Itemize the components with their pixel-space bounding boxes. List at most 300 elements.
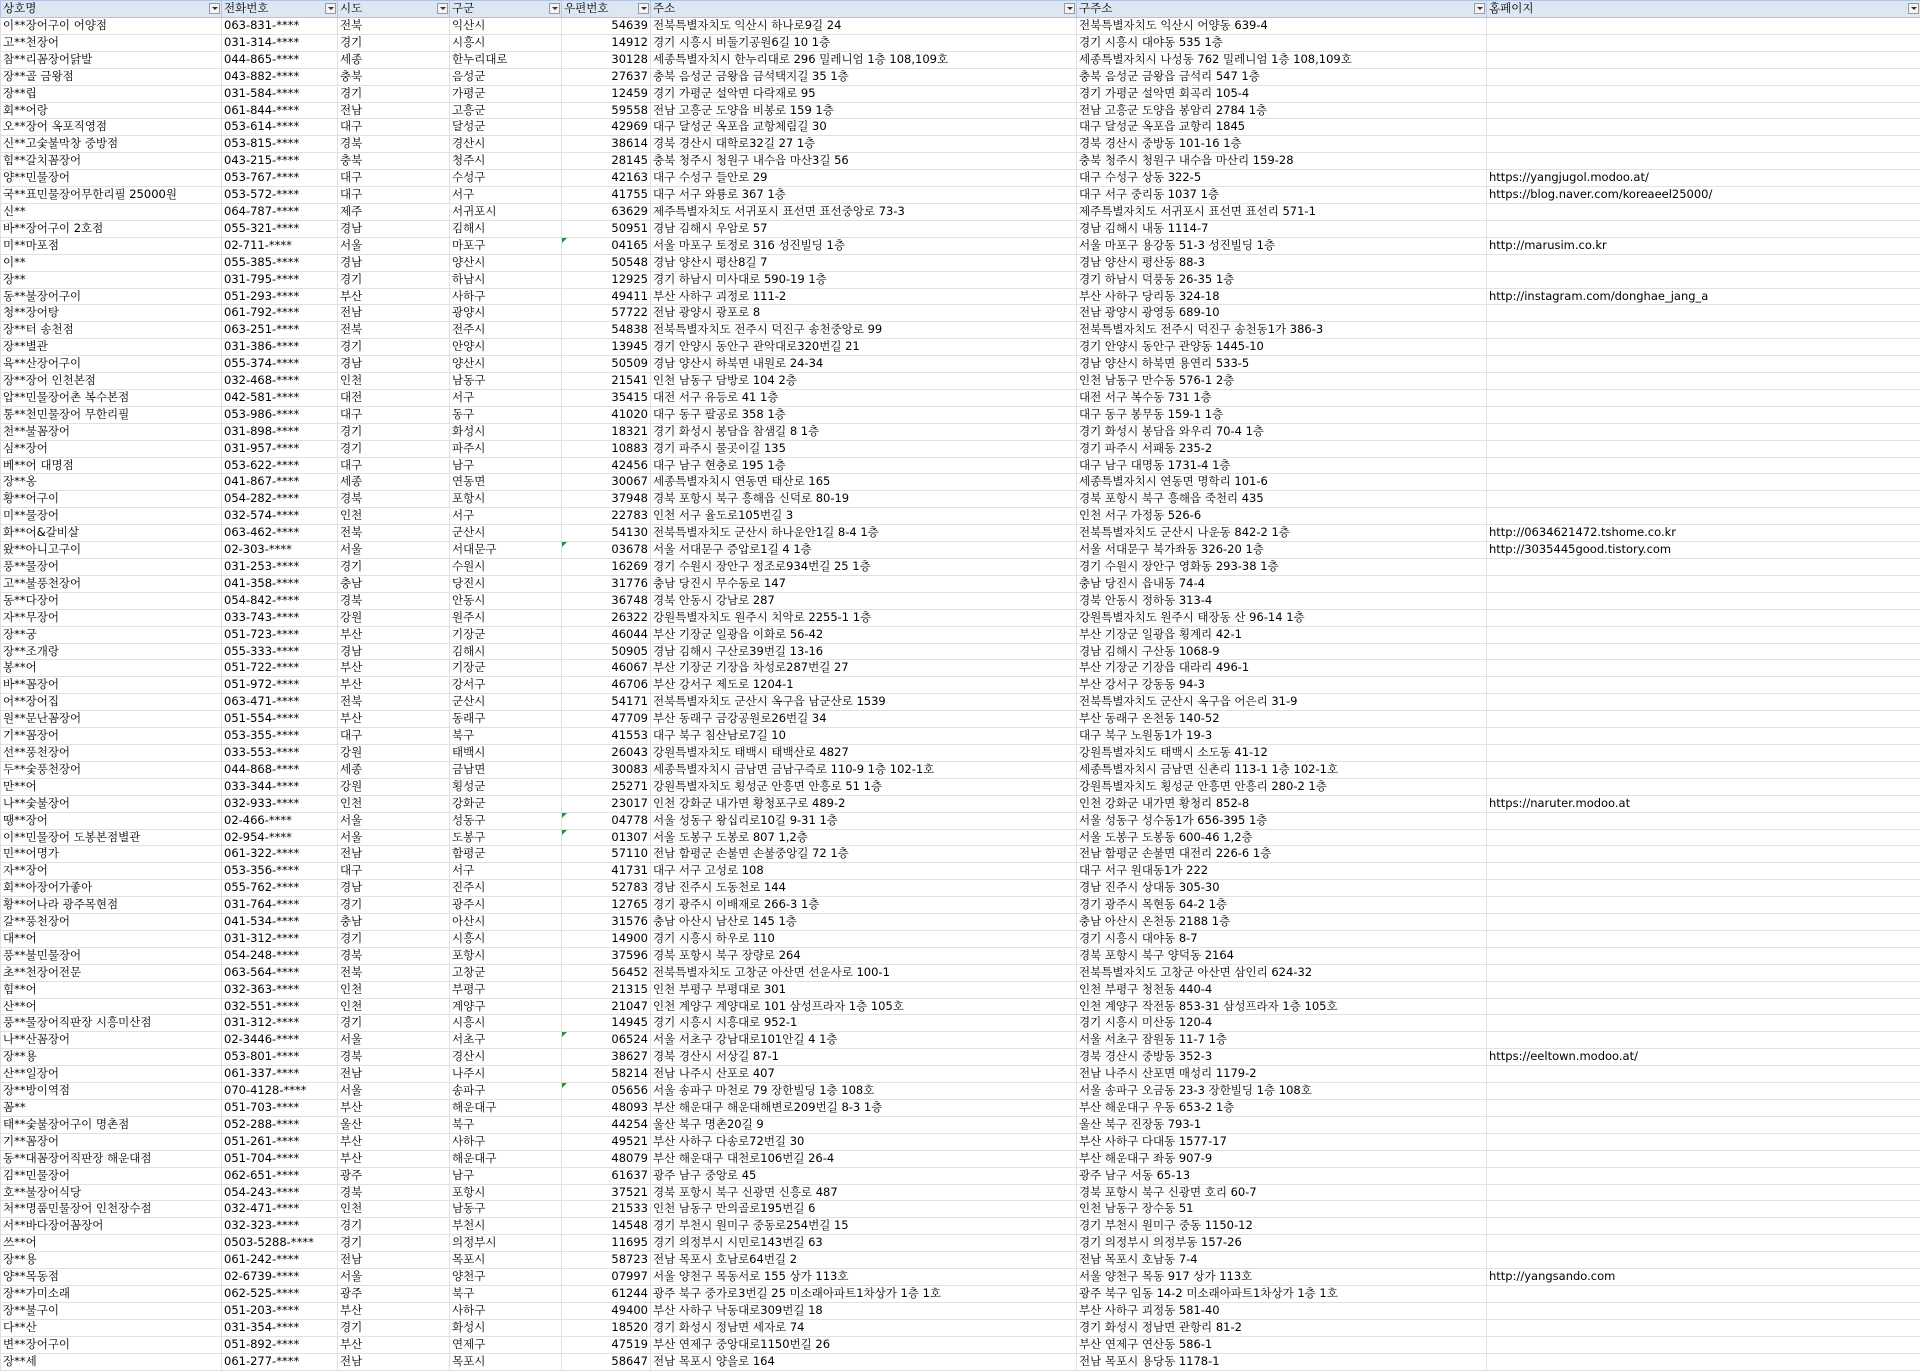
cell-zipcode[interactable]: 49400 <box>562 1302 651 1319</box>
cell-phone[interactable]: 02-954-**** <box>222 829 338 846</box>
cell-zipcode[interactable]: 03678 <box>562 542 651 559</box>
cell-business-name[interactable]: 양**민물장어 <box>1 170 222 187</box>
cell-business-name[interactable]: 선**풍천장어 <box>1 744 222 761</box>
cell-zipcode[interactable]: 37948 <box>562 491 651 508</box>
cell-zipcode[interactable]: 37521 <box>562 1184 651 1201</box>
cell-zipcode[interactable]: 57110 <box>562 846 651 863</box>
cell-address[interactable]: 경기 하남시 미사대로 590-19 1층 <box>651 271 1077 288</box>
filter-dropdown-icon[interactable] <box>549 3 560 14</box>
cell-homepage[interactable] <box>1487 491 1920 508</box>
cell-province[interactable]: 대구 <box>338 406 450 423</box>
cell-old-address[interactable]: 대전 서구 복수동 731 1층 <box>1077 389 1487 406</box>
cell-homepage[interactable] <box>1487 897 1920 914</box>
cell-address[interactable]: 서울 양천구 목동서로 155 상가 113호 <box>651 1269 1077 1286</box>
cell-province[interactable]: 경기 <box>338 440 450 457</box>
cell-zipcode[interactable]: 21541 <box>562 373 651 390</box>
cell-province[interactable]: 전남 <box>338 1252 450 1269</box>
cell-homepage[interactable]: https://naruter.modoo.at <box>1487 795 1920 812</box>
cell-business-name[interactable]: 압**민물장어촌 복수본점 <box>1 389 222 406</box>
cell-business-name[interactable]: 황**어구이 <box>1 491 222 508</box>
cell-business-name[interactable]: 장**립 <box>1 85 222 102</box>
cell-address[interactable]: 경남 진주시 도동천로 144 <box>651 880 1077 897</box>
cell-phone[interactable]: 051-703-**** <box>222 1100 338 1117</box>
cell-province[interactable]: 경기 <box>338 1319 450 1336</box>
cell-address[interactable]: 전남 목포시 양을로 164 <box>651 1353 1077 1370</box>
cell-old-address[interactable]: 경남 김해시 구산동 1068-9 <box>1077 643 1487 660</box>
cell-zipcode[interactable]: 13945 <box>562 339 651 356</box>
cell-province[interactable]: 강원 <box>338 609 450 626</box>
cell-province[interactable]: 충북 <box>338 68 450 85</box>
cell-phone[interactable]: 032-551-**** <box>222 998 338 1015</box>
cell-address[interactable]: 경북 포항시 북구 장량로 264 <box>651 947 1077 964</box>
cell-district[interactable]: 가평군 <box>450 85 562 102</box>
cell-old-address[interactable]: 세종특별자치시 연동면 명학리 101-6 <box>1077 474 1487 491</box>
cell-business-name[interactable]: 어**장어집 <box>1 694 222 711</box>
cell-phone[interactable]: 051-293-**** <box>222 288 338 305</box>
cell-zipcode[interactable]: 12765 <box>562 897 651 914</box>
cell-phone[interactable]: 055-762-**** <box>222 880 338 897</box>
cell-district[interactable]: 양산시 <box>450 254 562 271</box>
cell-address[interactable]: 충북 음성군 금왕읍 금석택지길 35 1층 <box>651 68 1077 85</box>
cell-business-name[interactable]: 이**민물장어 도봉본점별관 <box>1 829 222 846</box>
cell-province[interactable]: 경북 <box>338 1049 450 1066</box>
cell-zipcode[interactable]: 49521 <box>562 1133 651 1150</box>
cell-zipcode[interactable]: 22783 <box>562 508 651 525</box>
cell-address[interactable]: 경북 경산시 대학로32길 27 1층 <box>651 136 1077 153</box>
cell-old-address[interactable]: 경기 안양시 동안구 관양동 1445-10 <box>1077 339 1487 356</box>
cell-homepage[interactable] <box>1487 1218 1920 1235</box>
cell-province[interactable]: 경북 <box>338 1184 450 1201</box>
cell-homepage[interactable]: https://yangjugol.modoo.at/ <box>1487 170 1920 187</box>
cell-address[interactable]: 부산 해운대구 해운대해변로209번길 8-3 1층 <box>651 1100 1077 1117</box>
cell-address[interactable]: 경기 광주시 이배재로 266-3 1층 <box>651 897 1077 914</box>
cell-business-name[interactable]: 통**천민물장어 무한리필 <box>1 406 222 423</box>
cell-old-address[interactable]: 전남 목포시 용당동 1178-1 <box>1077 1353 1487 1370</box>
cell-business-name[interactable]: 청**장어탕 <box>1 305 222 322</box>
cell-address[interactable]: 서울 도봉구 도봉로 807 1,2층 <box>651 829 1077 846</box>
cell-zipcode[interactable]: 50509 <box>562 356 651 373</box>
cell-old-address[interactable]: 경기 시흥시 대야동 8-7 <box>1077 930 1487 947</box>
cell-phone[interactable]: 033-743-**** <box>222 609 338 626</box>
cell-old-address[interactable]: 전남 나주시 산포면 매성리 1179-2 <box>1077 1066 1487 1083</box>
cell-district[interactable]: 목포시 <box>450 1353 562 1370</box>
cell-zipcode[interactable]: 49411 <box>562 288 651 305</box>
cell-business-name[interactable]: 장** <box>1 271 222 288</box>
cell-district[interactable]: 서구 <box>450 389 562 406</box>
cell-homepage[interactable] <box>1487 406 1920 423</box>
cell-province[interactable]: 부산 <box>338 626 450 643</box>
cell-business-name[interactable]: 장**궁 <box>1 626 222 643</box>
cell-address[interactable]: 부산 사하구 낙동대로309번길 18 <box>651 1302 1077 1319</box>
cell-business-name[interactable]: 이** <box>1 254 222 271</box>
cell-province[interactable]: 경기 <box>338 423 450 440</box>
cell-homepage[interactable] <box>1487 1015 1920 1032</box>
cell-district[interactable]: 해운대구 <box>450 1100 562 1117</box>
cell-phone[interactable]: 031-957-**** <box>222 440 338 457</box>
cell-address[interactable]: 인천 남동구 담방로 104 2층 <box>651 373 1077 390</box>
cell-district[interactable]: 사하구 <box>450 1302 562 1319</box>
cell-district[interactable]: 송파구 <box>450 1083 562 1100</box>
cell-province[interactable]: 경북 <box>338 136 450 153</box>
cell-province[interactable]: 서울 <box>338 1269 450 1286</box>
cell-address[interactable]: 경기 안양시 동안구 관악대로320번길 21 <box>651 339 1077 356</box>
cell-address[interactable]: 인천 부평구 부평대로 301 <box>651 981 1077 998</box>
cell-business-name[interactable]: 동**불장어구이 <box>1 288 222 305</box>
cell-district[interactable]: 부평구 <box>450 981 562 998</box>
cell-old-address[interactable]: 경북 포항시 북구 양덕동 2164 <box>1077 947 1487 964</box>
cell-district[interactable]: 포항시 <box>450 1184 562 1201</box>
cell-phone[interactable]: 053-767-**** <box>222 170 338 187</box>
cell-homepage[interactable] <box>1487 778 1920 795</box>
cell-address[interactable]: 충북 청주시 청원구 내수읍 마산3길 56 <box>651 153 1077 170</box>
cell-district[interactable]: 강서구 <box>450 677 562 694</box>
cell-old-address[interactable]: 대구 달성군 옥포읍 교항리 1845 <box>1077 119 1487 136</box>
cell-business-name[interactable]: 두**숯풍천장어 <box>1 761 222 778</box>
cell-zipcode[interactable]: 56452 <box>562 964 651 981</box>
cell-province[interactable]: 서울 <box>338 829 450 846</box>
cell-homepage[interactable] <box>1487 119 1920 136</box>
cell-province[interactable]: 제주 <box>338 203 450 220</box>
cell-zipcode[interactable]: 31776 <box>562 575 651 592</box>
cell-zipcode[interactable]: 48079 <box>562 1150 651 1167</box>
cell-old-address[interactable]: 경북 포항시 북구 흥해읍 죽천리 435 <box>1077 491 1487 508</box>
cell-zipcode[interactable]: 16269 <box>562 559 651 576</box>
cell-phone[interactable]: 051-892-**** <box>222 1336 338 1353</box>
cell-address[interactable]: 세종특별자치시 연동면 태산로 165 <box>651 474 1077 491</box>
cell-business-name[interactable]: 미**마포점 <box>1 237 222 254</box>
cell-district[interactable]: 마포구 <box>450 237 562 254</box>
cell-homepage[interactable] <box>1487 1336 1920 1353</box>
cell-zipcode[interactable]: 01307 <box>562 829 651 846</box>
cell-homepage[interactable] <box>1487 153 1920 170</box>
cell-homepage[interactable] <box>1487 136 1920 153</box>
cell-district[interactable]: 사하구 <box>450 288 562 305</box>
cell-phone[interactable]: 044-868-**** <box>222 761 338 778</box>
filter-dropdown-icon[interactable] <box>638 3 649 14</box>
cell-province[interactable]: 부산 <box>338 677 450 694</box>
cell-homepage[interactable] <box>1487 1201 1920 1218</box>
cell-homepage[interactable]: https://eeltown.modoo.at/ <box>1487 1049 1920 1066</box>
cell-homepage[interactable] <box>1487 677 1920 694</box>
cell-province[interactable]: 서울 <box>338 1083 450 1100</box>
cell-old-address[interactable]: 광주 북구 임동 14-2 미소래아파트1차상가 1층 1호 <box>1077 1285 1487 1302</box>
cell-address[interactable]: 충남 아산시 남산로 145 1층 <box>651 914 1077 931</box>
cell-homepage[interactable] <box>1487 964 1920 981</box>
cell-zipcode[interactable]: 54639 <box>562 18 651 35</box>
cell-district[interactable]: 계양구 <box>450 998 562 1015</box>
cell-phone[interactable]: 063-831-**** <box>222 18 338 35</box>
cell-old-address[interactable]: 경기 광주시 목현동 64-2 1층 <box>1077 897 1487 914</box>
cell-old-address[interactable]: 대구 남구 대명동 1731-4 1층 <box>1077 457 1487 474</box>
cell-province[interactable]: 세종 <box>338 51 450 68</box>
cell-homepage[interactable]: http://marusim.co.kr <box>1487 237 1920 254</box>
cell-province[interactable]: 강원 <box>338 778 450 795</box>
cell-old-address[interactable]: 부산 강서구 강동동 94-3 <box>1077 677 1487 694</box>
cell-homepage[interactable] <box>1487 51 1920 68</box>
cell-business-name[interactable]: 기**꼼장어 <box>1 1133 222 1150</box>
cell-address[interactable]: 강원특별자치도 횡성군 안흥면 안흥로 51 1층 <box>651 778 1077 795</box>
cell-address[interactable]: 서울 송파구 마천로 79 장한빌딩 1층 108호 <box>651 1083 1077 1100</box>
cell-district[interactable]: 남구 <box>450 457 562 474</box>
cell-homepage[interactable] <box>1487 694 1920 711</box>
cell-province[interactable]: 경기 <box>338 271 450 288</box>
cell-zipcode[interactable]: 37596 <box>562 947 651 964</box>
cell-business-name[interactable]: 변**장어구이 <box>1 1336 222 1353</box>
cell-province[interactable]: 부산 <box>338 288 450 305</box>
cell-zipcode[interactable]: 50905 <box>562 643 651 660</box>
cell-homepage[interactable] <box>1487 508 1920 525</box>
cell-homepage[interactable] <box>1487 914 1920 931</box>
cell-phone[interactable]: 043-215-**** <box>222 153 338 170</box>
cell-province[interactable]: 서울 <box>338 542 450 559</box>
cell-phone[interactable]: 0503-5288-**** <box>222 1235 338 1252</box>
cell-zipcode[interactable]: 47709 <box>562 711 651 728</box>
cell-phone[interactable]: 032-468-**** <box>222 373 338 390</box>
cell-address[interactable]: 경기 가평군 설악면 다락재로 95 <box>651 85 1077 102</box>
cell-business-name[interactable]: 동**다장어 <box>1 592 222 609</box>
cell-phone[interactable]: 055-333-**** <box>222 643 338 660</box>
cell-district[interactable]: 서귀포시 <box>450 203 562 220</box>
cell-zipcode[interactable]: 36748 <box>562 592 651 609</box>
cell-address[interactable]: 대구 수성구 들안로 29 <box>651 170 1077 187</box>
cell-phone[interactable]: 054-248-**** <box>222 947 338 964</box>
cell-phone[interactable]: 062-525-**** <box>222 1285 338 1302</box>
cell-old-address[interactable]: 부산 해운대구 좌동 907-9 <box>1077 1150 1487 1167</box>
cell-business-name[interactable]: 장**골 금왕점 <box>1 68 222 85</box>
cell-zipcode[interactable]: 14945 <box>562 1015 651 1032</box>
cell-address[interactable]: 인천 서구 율도로105번길 3 <box>651 508 1077 525</box>
cell-old-address[interactable]: 인천 강화군 내가면 황청리 852-8 <box>1077 795 1487 812</box>
cell-business-name[interactable]: 동**대꼼장어직판장 해운대점 <box>1 1150 222 1167</box>
cell-old-address[interactable]: 서울 도봉구 도봉동 600-46 1,2층 <box>1077 829 1487 846</box>
cell-district[interactable]: 원주시 <box>450 609 562 626</box>
cell-zipcode[interactable]: 63629 <box>562 203 651 220</box>
cell-homepage[interactable] <box>1487 1032 1920 1049</box>
cell-business-name[interactable]: 초**천장어전문 <box>1 964 222 981</box>
cell-homepage[interactable] <box>1487 930 1920 947</box>
cell-phone[interactable]: 051-722-**** <box>222 660 338 677</box>
cell-address[interactable]: 대전 서구 유등로 41 1층 <box>651 389 1077 406</box>
cell-business-name[interactable]: 힘**갈치꼼장어 <box>1 153 222 170</box>
cell-district[interactable]: 연제구 <box>450 1336 562 1353</box>
cell-zipcode[interactable]: 54838 <box>562 322 651 339</box>
cell-province[interactable]: 인천 <box>338 1201 450 1218</box>
cell-old-address[interactable]: 강원특별자치도 횡성군 안흥면 안흥리 280-2 1층 <box>1077 778 1487 795</box>
cell-phone[interactable]: 031-314-**** <box>222 34 338 51</box>
cell-business-name[interactable]: 미**물장어 <box>1 508 222 525</box>
cell-zipcode[interactable]: 41553 <box>562 728 651 745</box>
cell-district[interactable]: 북구 <box>450 728 562 745</box>
cell-homepage[interactable] <box>1487 660 1920 677</box>
cell-homepage[interactable]: https://blog.naver.com/koreaeel25000/ <box>1487 187 1920 204</box>
cell-old-address[interactable]: 충남 당진시 읍내동 74-4 <box>1077 575 1487 592</box>
cell-province[interactable]: 충남 <box>338 575 450 592</box>
cell-address[interactable]: 광주 남구 중앙로 45 <box>651 1167 1077 1184</box>
cell-phone[interactable]: 051-554-**** <box>222 711 338 728</box>
cell-address[interactable]: 대구 동구 팔공로 358 1층 <box>651 406 1077 423</box>
cell-phone[interactable]: 02-303-**** <box>222 542 338 559</box>
cell-homepage[interactable] <box>1487 85 1920 102</box>
cell-province[interactable]: 서울 <box>338 1032 450 1049</box>
cell-phone[interactable]: 032-574-**** <box>222 508 338 525</box>
cell-province[interactable]: 전북 <box>338 18 450 35</box>
cell-homepage[interactable] <box>1487 761 1920 778</box>
cell-address[interactable]: 경기 수원시 장안구 정조로934번길 25 1층 <box>651 559 1077 576</box>
cell-address[interactable]: 경기 시흥시 비둘기공원6길 10 1층 <box>651 34 1077 51</box>
cell-phone[interactable]: 052-288-**** <box>222 1116 338 1133</box>
cell-district[interactable]: 연동면 <box>450 474 562 491</box>
cell-province[interactable]: 인천 <box>338 795 450 812</box>
cell-address[interactable]: 전남 고흥군 도양읍 비봉로 159 1층 <box>651 102 1077 119</box>
cell-district[interactable]: 고흥군 <box>450 102 562 119</box>
cell-address[interactable]: 대구 서구 고성로 108 <box>651 863 1077 880</box>
cell-old-address[interactable]: 부산 동래구 온천동 140-52 <box>1077 711 1487 728</box>
cell-address[interactable]: 경기 의정부시 시민로143번길 63 <box>651 1235 1077 1252</box>
cell-phone[interactable]: 061-792-**** <box>222 305 338 322</box>
cell-address[interactable]: 전북특별자치도 군산시 옥구읍 남군산로 1539 <box>651 694 1077 711</box>
filter-dropdown-icon[interactable] <box>325 3 336 14</box>
cell-phone[interactable]: 02-3446-**** <box>222 1032 338 1049</box>
cell-province[interactable]: 부산 <box>338 1133 450 1150</box>
cell-zipcode[interactable]: 21533 <box>562 1201 651 1218</box>
cell-phone[interactable]: 063-462-**** <box>222 525 338 542</box>
cell-district[interactable]: 고창군 <box>450 964 562 981</box>
cell-district[interactable]: 함평군 <box>450 846 562 863</box>
filter-dropdown-icon[interactable] <box>1064 3 1075 14</box>
cell-district[interactable]: 포항시 <box>450 947 562 964</box>
cell-address[interactable]: 경기 시흥시 시흥대로 952-1 <box>651 1015 1077 1032</box>
cell-phone[interactable]: 053-355-**** <box>222 728 338 745</box>
cell-zipcode[interactable]: 35415 <box>562 389 651 406</box>
cell-phone[interactable]: 031-312-**** <box>222 1015 338 1032</box>
cell-district[interactable]: 한누리대로 <box>450 51 562 68</box>
cell-province[interactable]: 경기 <box>338 1218 450 1235</box>
cell-homepage[interactable] <box>1487 305 1920 322</box>
cell-phone[interactable]: 053-356-**** <box>222 863 338 880</box>
cell-business-name[interactable]: 바**장어구이 2호점 <box>1 220 222 237</box>
cell-province[interactable]: 대구 <box>338 119 450 136</box>
cell-old-address[interactable]: 경기 가평군 설악면 회곡리 105-4 <box>1077 85 1487 102</box>
cell-phone[interactable]: 051-261-**** <box>222 1133 338 1150</box>
cell-zipcode[interactable]: 41731 <box>562 863 651 880</box>
cell-phone[interactable]: 054-282-**** <box>222 491 338 508</box>
cell-homepage[interactable] <box>1487 18 1920 35</box>
cell-homepage[interactable] <box>1487 440 1920 457</box>
cell-old-address[interactable]: 전북특별자치도 고창군 아산면 삼인리 624-32 <box>1077 964 1487 981</box>
filter-dropdown-icon[interactable] <box>1908 3 1919 14</box>
cell-zipcode[interactable]: 30067 <box>562 474 651 491</box>
cell-homepage[interactable] <box>1487 203 1920 220</box>
cell-business-name[interactable]: 신**고숯불막창 중방점 <box>1 136 222 153</box>
cell-province[interactable]: 경북 <box>338 491 450 508</box>
cell-old-address[interactable]: 대구 수성구 상동 322-5 <box>1077 170 1487 187</box>
cell-zipcode[interactable]: 14912 <box>562 34 651 51</box>
cell-business-name[interactable]: 갈**풍천장어 <box>1 914 222 931</box>
cell-homepage[interactable] <box>1487 1319 1920 1336</box>
cell-district[interactable]: 북구 <box>450 1116 562 1133</box>
cell-district[interactable]: 광주시 <box>450 897 562 914</box>
cell-phone[interactable]: 02-466-**** <box>222 812 338 829</box>
cell-business-name[interactable]: 김**민물장어 <box>1 1167 222 1184</box>
cell-zipcode[interactable]: 47519 <box>562 1336 651 1353</box>
cell-old-address[interactable]: 울산 북구 진장동 793-1 <box>1077 1116 1487 1133</box>
cell-old-address[interactable]: 광주 남구 서동 65-13 <box>1077 1167 1487 1184</box>
cell-district[interactable]: 군산시 <box>450 525 562 542</box>
cell-old-address[interactable]: 경기 부천시 원미구 중동 1150-12 <box>1077 1218 1487 1235</box>
cell-homepage[interactable] <box>1487 711 1920 728</box>
cell-zipcode[interactable]: 42163 <box>562 170 651 187</box>
cell-phone[interactable]: 043-882-**** <box>222 68 338 85</box>
cell-district[interactable]: 달성군 <box>450 119 562 136</box>
cell-homepage[interactable] <box>1487 1285 1920 1302</box>
cell-homepage[interactable] <box>1487 609 1920 626</box>
cell-zipcode[interactable]: 12459 <box>562 85 651 102</box>
cell-address[interactable]: 경남 양산시 평산8길 7 <box>651 254 1077 271</box>
cell-old-address[interactable]: 전북특별자치도 군산시 옥구읍 어은리 31-9 <box>1077 694 1487 711</box>
cell-homepage[interactable] <box>1487 829 1920 846</box>
cell-old-address[interactable]: 경기 의정부시 의정부동 157-26 <box>1077 1235 1487 1252</box>
filter-dropdown-icon[interactable] <box>1474 3 1485 14</box>
cell-province[interactable]: 전남 <box>338 102 450 119</box>
cell-homepage[interactable] <box>1487 1133 1920 1150</box>
cell-zipcode[interactable]: 42456 <box>562 457 651 474</box>
cell-district[interactable]: 당진시 <box>450 575 562 592</box>
cell-business-name[interactable]: 심**장어 <box>1 440 222 457</box>
cell-province[interactable]: 인천 <box>338 998 450 1015</box>
cell-address[interactable]: 서울 마포구 토정로 316 성진빌딩 1층 <box>651 237 1077 254</box>
cell-homepage[interactable] <box>1487 812 1920 829</box>
cell-zipcode[interactable]: 21047 <box>562 998 651 1015</box>
cell-zipcode[interactable]: 23017 <box>562 795 651 812</box>
cell-province[interactable]: 전남 <box>338 1066 450 1083</box>
cell-business-name[interactable]: 베**어 대명점 <box>1 457 222 474</box>
cell-province[interactable]: 경남 <box>338 356 450 373</box>
cell-old-address[interactable]: 서울 마포구 용강동 51-3 성진빌딩 1층 <box>1077 237 1487 254</box>
cell-homepage[interactable] <box>1487 998 1920 1015</box>
cell-zipcode[interactable]: 38627 <box>562 1049 651 1066</box>
cell-province[interactable]: 경기 <box>338 559 450 576</box>
cell-business-name[interactable]: 봉**어 <box>1 660 222 677</box>
cell-district[interactable]: 진주시 <box>450 880 562 897</box>
cell-district[interactable]: 청주시 <box>450 153 562 170</box>
cell-business-name[interactable]: 고**천장어 <box>1 34 222 51</box>
cell-address[interactable]: 서울 성동구 왕십리로10길 9-31 1층 <box>651 812 1077 829</box>
cell-province[interactable]: 경남 <box>338 254 450 271</box>
cell-district[interactable]: 김해시 <box>450 220 562 237</box>
cell-phone[interactable]: 063-251-**** <box>222 322 338 339</box>
cell-homepage[interactable] <box>1487 271 1920 288</box>
cell-district[interactable]: 서구 <box>450 508 562 525</box>
cell-old-address[interactable]: 인천 서구 가정동 526-6 <box>1077 508 1487 525</box>
cell-address[interactable]: 강원특별자치도 태백시 태백산로 4827 <box>651 744 1077 761</box>
cell-district[interactable]: 사하구 <box>450 1133 562 1150</box>
cell-old-address[interactable]: 인천 남동구 만수동 576-1 2층 <box>1077 373 1487 390</box>
cell-phone[interactable]: 051-723-**** <box>222 626 338 643</box>
cell-phone[interactable]: 061-844-**** <box>222 102 338 119</box>
cell-business-name[interactable]: 나**숯불장어 <box>1 795 222 812</box>
cell-province[interactable]: 대구 <box>338 170 450 187</box>
cell-old-address[interactable]: 경남 진주시 상대동 305-30 <box>1077 880 1487 897</box>
cell-business-name[interactable]: 장**불구이 <box>1 1302 222 1319</box>
cell-address[interactable]: 충남 당진시 무수동로 147 <box>651 575 1077 592</box>
cell-province[interactable]: 부산 <box>338 1336 450 1353</box>
cell-district[interactable]: 목포시 <box>450 1252 562 1269</box>
cell-district[interactable]: 도봉구 <box>450 829 562 846</box>
cell-district[interactable]: 시흥시 <box>450 1015 562 1032</box>
cell-zipcode[interactable]: 50951 <box>562 220 651 237</box>
cell-district[interactable]: 김해시 <box>450 643 562 660</box>
cell-old-address[interactable]: 전남 광양시 광영동 689-10 <box>1077 305 1487 322</box>
